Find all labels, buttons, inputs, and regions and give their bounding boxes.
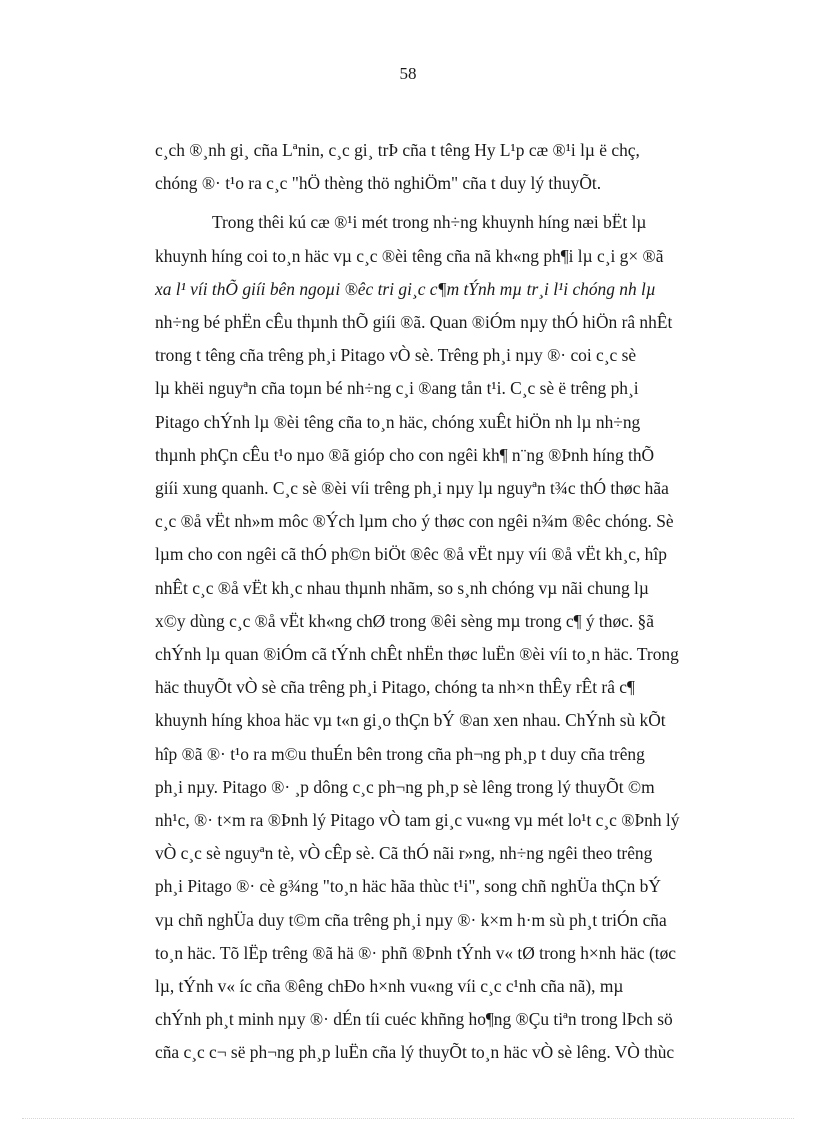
text-line: ph¸i nµy. Pitago ®· ¸p dông c¸c ph¬ng ph¸p sè lêng trong lý thuyÕt ©m bbox=[155, 776, 655, 797]
text-line: nhÊt c¸c ®å vËt kh¸c nhau thµnh nhãm, so s¸nh chóng vµ nãi chung lµ bbox=[155, 577, 649, 598]
text-line: khuynh híng khoa häc vµ t«n gi¸o thÇn bÝ ®an xen nhau. ChÝnh sù kÕt bbox=[155, 710, 666, 731]
text-line: häc thuyÕt vÒ sè cña trêng ph¸i Pitago, chóng ta nh×n thÊy rÊt râ c¶ bbox=[155, 677, 635, 698]
text-line: trong t têng cña trêng ph¸i Pitago vÒ sè. Trêng ph¸i nµy ®· coi c¸c sè bbox=[155, 345, 637, 366]
text-line: xa l¹ víi thÕ giíi bên ngoµi ®êc tri gi¸c c¶m tÝnh mµ tr¸i l¹i chóng nh lµ bbox=[155, 278, 656, 299]
text-line: nh¹c, ®· t×m ra ®Þnh lý Pitago vÒ tam gi¸c vu«ng vµ mét lo¹t c¸c ®Þnh lý bbox=[155, 810, 680, 831]
footer-rule bbox=[22, 1118, 794, 1119]
paragraph bbox=[155, 134, 768, 200]
text-line: x©y dùng c¸c ®å vËt kh«ng chØ trong ®êi sèng mµ trong c¶ ý thøc. §ã bbox=[155, 610, 654, 631]
text-line: chóng ®· t¹o ra c¸c "hÖ thèng thö nghiÖm" cña t duy lý thuyÕt. bbox=[155, 173, 602, 194]
text-line: lµm cho con ngêi cã thÓ ph©n biÖt ®êc ®å vËt nµy víi ®å vËt kh¸c, hîp bbox=[155, 544, 667, 565]
text-line: thµnh phÇn cÊu t¹o nµo ®ã gióp cho con ngêi kh¶ n¨ng ®Þnh híng thÕ bbox=[155, 444, 655, 465]
text-line: hîp ®ã ®· t¹o ra m©u thuÉn bên trong cña ph¬ng ph¸p t duy cña trêng bbox=[155, 743, 645, 764]
text-line: chÝnh ph¸t minh nµy ®· dÉn tíi cuéc khñng ho¶ng ®Çu tiªn trong lÞch sö bbox=[155, 1009, 673, 1030]
body-text bbox=[155, 134, 768, 1070]
page-number: 58 bbox=[399, 64, 417, 83]
text-line: c¸c ®å vËt nh»m môc ®Ých lµm cho ý thøc con ngêi n¾m ®êc chóng. Sè bbox=[155, 511, 674, 532]
paragraph bbox=[155, 206, 768, 1069]
text-line: vµ chñ nghÜa duy t©m cña trêng ph¸i nµy ®· k×m h·m sù ph¸t triÓn cña bbox=[155, 909, 667, 930]
text-line: vÒ c¸c sè nguyªn tè, vÒ cÊp sè. Cã thÓ nãi r»ng, nh÷ng ngêi theo trêng bbox=[155, 843, 653, 864]
text-line: to¸n häc. Tõ lËp trêng ®ã hä ®· phñ ®Þnh tÝnh v« tØ trong h×nh häc (tøc bbox=[155, 942, 676, 963]
text-line: Pitago chÝnh lµ ®èi têng cña to¸n häc, chóng xuÊt hiÖn nh lµ nh÷ng bbox=[155, 411, 641, 432]
text-line: cña c¸c c¬ së ph¬ng ph¸p luËn cña lý thuyÕt to¸n häc vÒ sè lêng. VÒ thùc bbox=[155, 1042, 675, 1063]
text-line: nh÷ng bé phËn cÊu thµnh thÕ giíi ®ã. Quan ®iÓm nµy thÓ hiÖn râ nhÊt bbox=[155, 312, 673, 333]
text-line: khuynh híng coi to¸n häc vµ c¸c ®èi têng cña nã kh«ng ph¶i lµ c¸i g× ®ã bbox=[155, 245, 664, 266]
text-line: c¸ch ®¸nh gi¸ cña Lªnin, c¸c gi¸ trÞ cña t têng Hy L¹p cæ ®¹i lµ ë chç, bbox=[155, 140, 640, 160]
text-line: ph¸i Pitago ®· cè g¾ng "to¸n häc hãa thùc t¹i", song chñ nghÜa thÇn bÝ bbox=[155, 876, 661, 897]
text-line: chÝnh lµ quan ®iÓm cã tÝnh chÊt nhËn thøc luËn ®èi víi to¸n häc. Trong bbox=[155, 644, 679, 665]
text-line: lµ, tÝnh v« íc cña ®êng chÐo h×nh vu«ng víi c¸c c¹nh cña nã), mµ bbox=[155, 976, 624, 997]
text-line: giíi xung quanh. C¸c sè ®èi víi trêng ph¸i nµy lµ nguyªn t¾c thÓ thøc hãa bbox=[155, 478, 669, 499]
text-line: lµ khëi nguyªn cña toµn bé nh÷ng c¸i ®ang tån t¹i. C¸c sè ë trêng ph¸i bbox=[155, 378, 639, 399]
text-line: Trong thêi kú cæ ®¹i mét trong nh÷ng khuynh híng næi bËt lµ bbox=[212, 212, 647, 233]
